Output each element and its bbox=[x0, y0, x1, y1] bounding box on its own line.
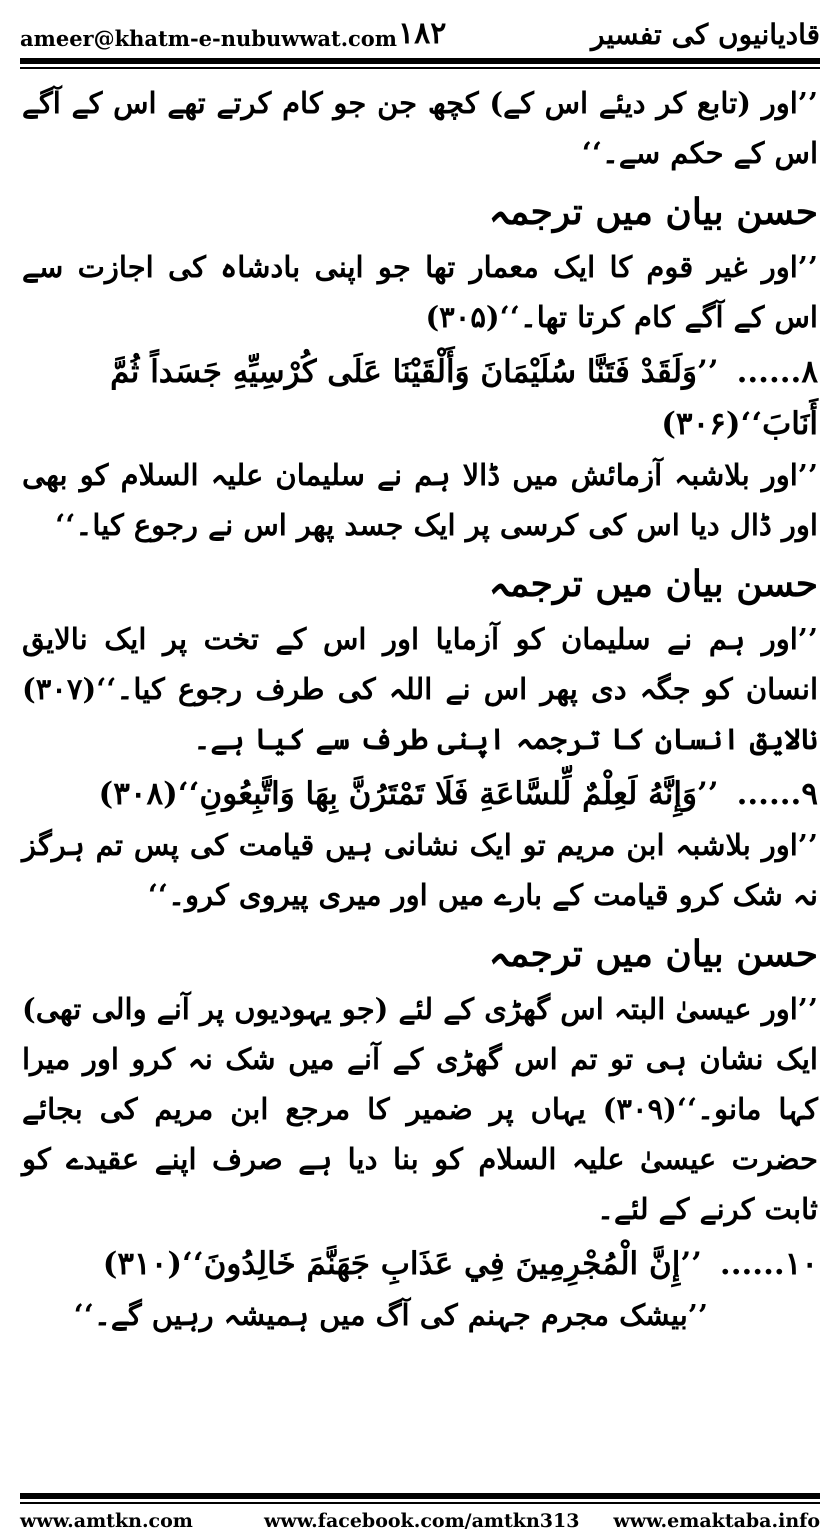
header-rule-thick bbox=[20, 58, 820, 64]
ayah-text: ’’وَإِنَّهُ لَعِلْمٌ لِّلسَّاعَةِ فَلَا تَمْتَرُنَّ بِهَا وَاتَّبِعُونِ‘‘(۳۰۸) bbox=[98, 776, 719, 812]
translation-paragraph: ’’اور غیر قوم کا ایک معمار تھا جو اپنی بادشاہ کی اجازت سے اس کے آگے کام کرتا تھا۔‘‘(۳۰۵) bbox=[22, 250, 818, 334]
header-email: ameer@khatm-e-nubuwwat.com bbox=[20, 26, 398, 51]
section-heading: حسن بیان میں ترجمہ bbox=[488, 191, 818, 233]
translation-paragraph: ’’اور عیسیٰ البتہ اس گھڑی کے لئے (جو یہودیوں پر آنے والی تھی) ایک نشان ہی تو تم اس گھڑی کے آنے میں شک نہ کرو اور میرا کہا مانو۔‘‘(۳۰۹) یہاں پر ضمیر کا مرجع ابن مریم کی بجائے حضرت عیسیٰ علیہ السلام کو بنا دیا ہے صرف اپنے عقیدے کو ثابت کرنے کے لئے۔ bbox=[22, 992, 818, 1226]
page-body bbox=[22, 78, 818, 1340]
header-rule-thin bbox=[20, 67, 820, 69]
ayah-verse bbox=[22, 1238, 818, 1290]
ayah-verse bbox=[22, 346, 818, 450]
page-number: ۱۸۲ bbox=[398, 16, 447, 51]
page-header bbox=[20, 6, 820, 56]
page-footer bbox=[20, 1510, 820, 1536]
translation-paragraph: ’’اور ہم نے سلیمان کو آزمایا اور اس کے تخت پر ایک نالایق انسان کو جگہ دی پھر اس نے اللہ کی طرف رجوع کیا۔‘‘(۳۰۷) نالایق انسان کا ترجمہ اپنی طرف سے کیا ہے۔ bbox=[22, 622, 818, 756]
ayah-number: ۹...... bbox=[736, 776, 818, 812]
footer-link-amtkn[interactable]: www.amtkn.com bbox=[20, 1510, 193, 1532]
translation-paragraph: ’’اور (تابع کر دیئے اس کے) کچھ جن جو کام کرتے تھے اس کے آگے اس کے حکم سے۔‘‘ bbox=[22, 86, 818, 170]
footer-link-emaktaba[interactable]: www.emaktaba.info bbox=[613, 1510, 820, 1532]
translation-paragraph: ’’اور بلاشبہ ابن مریم تو ایک نشانی ہیں قیامت کی پس تم ہرگز نہ شک کرو قیامت کے بارے میں اور میری پیروی کرو۔‘‘ bbox=[22, 828, 818, 912]
translation-paragraph: ’’بیشک مجرم جہنم کی آگ میں ہمیشہ رہیں گے۔‘‘ bbox=[73, 1298, 708, 1332]
footer-rule-thick bbox=[20, 1493, 820, 1499]
translation-paragraph: ’’اور بلاشبہ آزمائش میں ڈالا ہم نے سلیمان علیہ السلام کو بھی اور ڈال دیا اس کی کرسی پر ایک جسد پھر اس نے رجوع کیا۔‘‘ bbox=[22, 458, 818, 542]
footer-rule-thin bbox=[20, 1502, 820, 1504]
ayah-number: ۱۰...... bbox=[719, 1246, 818, 1282]
ayah-number: ۸...... bbox=[736, 354, 818, 390]
book-title: قادیانیوں کی تفسیر bbox=[591, 18, 820, 51]
section-heading: حسن بیان میں ترجمہ bbox=[488, 933, 818, 975]
ayah-text: ’’إِنَّ الْمُجْرِمِينَ فِي عَذَابِ جَهَنَّمَ خَالِدُونَ‘‘(۳۱۰) bbox=[102, 1246, 702, 1282]
footer-link-facebook[interactable]: www.facebook.com/amtkn313 bbox=[264, 1510, 580, 1532]
ayah-text: ’’وَلَقَدْ فَتَنَّا سُلَيْمَانَ وَأَلْقَيْنَا عَلَى كُرْسِيِّهِ جَسَداً ثُمَّ أَنَابَ‘‘(۳۰۶) bbox=[110, 354, 818, 442]
ayah-verse bbox=[22, 768, 818, 820]
section-heading: حسن بیان میں ترجمہ bbox=[488, 563, 818, 605]
